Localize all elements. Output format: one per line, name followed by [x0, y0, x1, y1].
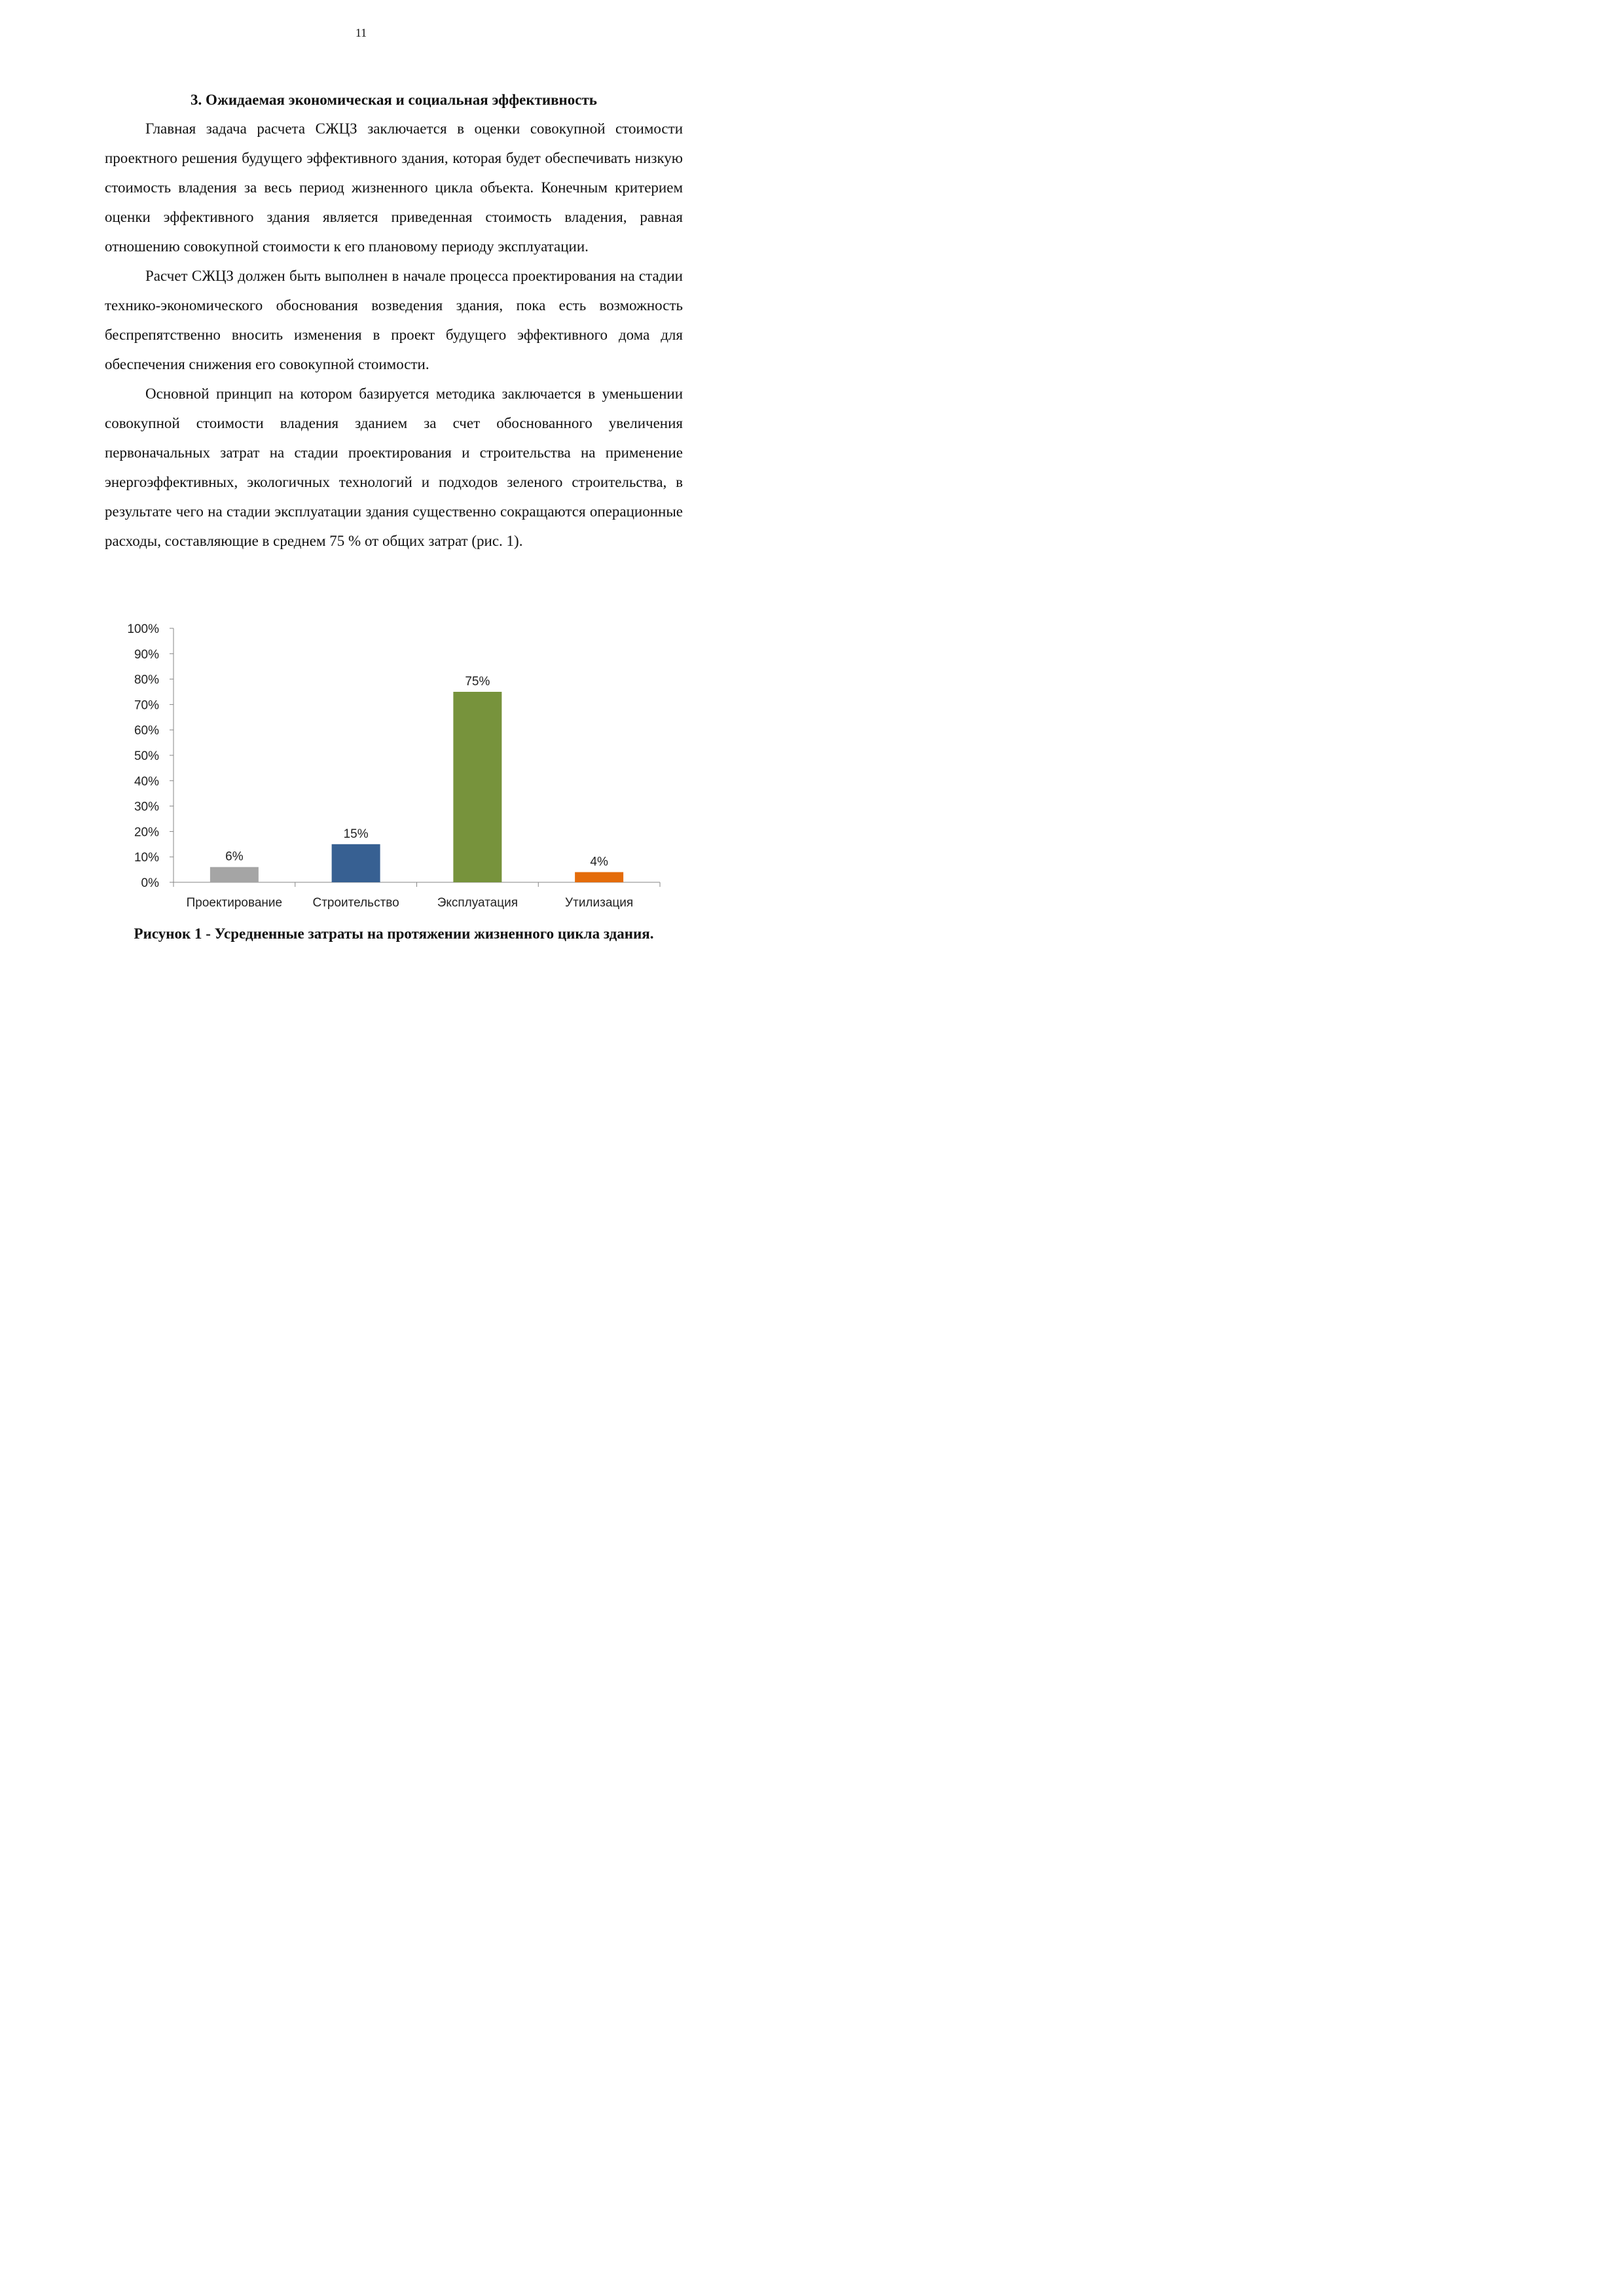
y-tick-label: 80%	[134, 673, 159, 687]
y-tick-label: 30%	[134, 800, 159, 814]
category-label-2: Строительство	[312, 896, 399, 910]
page-number: 11	[355, 26, 367, 39]
data-label-3: 75%	[465, 675, 490, 689]
bar-3	[453, 692, 501, 882]
y-tick-label: 100%	[127, 622, 159, 636]
category-label-1: Проектирование	[186, 896, 283, 910]
category-label-4: Утилизация	[565, 896, 634, 910]
paragraph-3: Основной принцип на котором базируется методика заключается в уменьшении совокупной стоимости владения зданием за счет обоснованного увеличения первоначальных затрат на стадии проектирования и строительства на применение энергоэффективных, экологичных технологий и подходов зеленого строительства, в результате чего на стадии эксплуатации здания существенно сокращаются операционные расходы, составляющие в среднем 75 % от общих затрат (рис. 1).	[105, 386, 683, 549]
section-heading: 3. Ожидаемая экономическая и социальная эффективность	[191, 92, 597, 108]
bar-1	[210, 867, 259, 882]
bar-2	[332, 844, 380, 882]
y-tick-label: 0%	[141, 876, 159, 890]
data-label-1: 6%	[225, 850, 244, 864]
y-tick-label: 70%	[134, 698, 159, 713]
paragraph-1: Главная задача расчета СЖЦЗ заключается в оценки совокупной стоимости проектного решения будущего эффективного здания, которая будет обеспечивать низкую стоимость владения за весь период жизненного цикла объекта. Конечным критерием оценки эффективного здания является приведенная стоимость владения, равная отношению совокупной стоимости к его плановому периоду эксплуатации.	[105, 120, 683, 255]
y-tick-label: 60%	[134, 724, 159, 738]
y-tick-label: 40%	[134, 774, 159, 789]
paragraph-2: Расчет СЖЦЗ должен быть выполнен в начале процесса проектирования на стадии технико-экономического обоснования возведения здания, пока есть возможность беспрепятственно вносить изменения в проект будущего эффективного дома для обеспечения снижения его совокупной стоимости.	[105, 268, 683, 372]
y-tick-label: 90%	[134, 647, 159, 662]
bar-4	[575, 872, 623, 882]
body-text	[105, 114, 683, 556]
y-tick-label: 50%	[134, 749, 159, 763]
cost-bar-chart	[111, 615, 674, 916]
data-label-4: 4%	[590, 855, 608, 869]
category-label-3: Эксплуатация	[437, 896, 519, 910]
y-tick-label: 20%	[134, 825, 159, 840]
figure-caption: Рисунок 1 - Усредненные затраты на протяжении жизненного цикла здания.	[134, 925, 654, 942]
y-tick-label: 10%	[134, 851, 159, 865]
data-label-2: 15%	[343, 827, 369, 841]
